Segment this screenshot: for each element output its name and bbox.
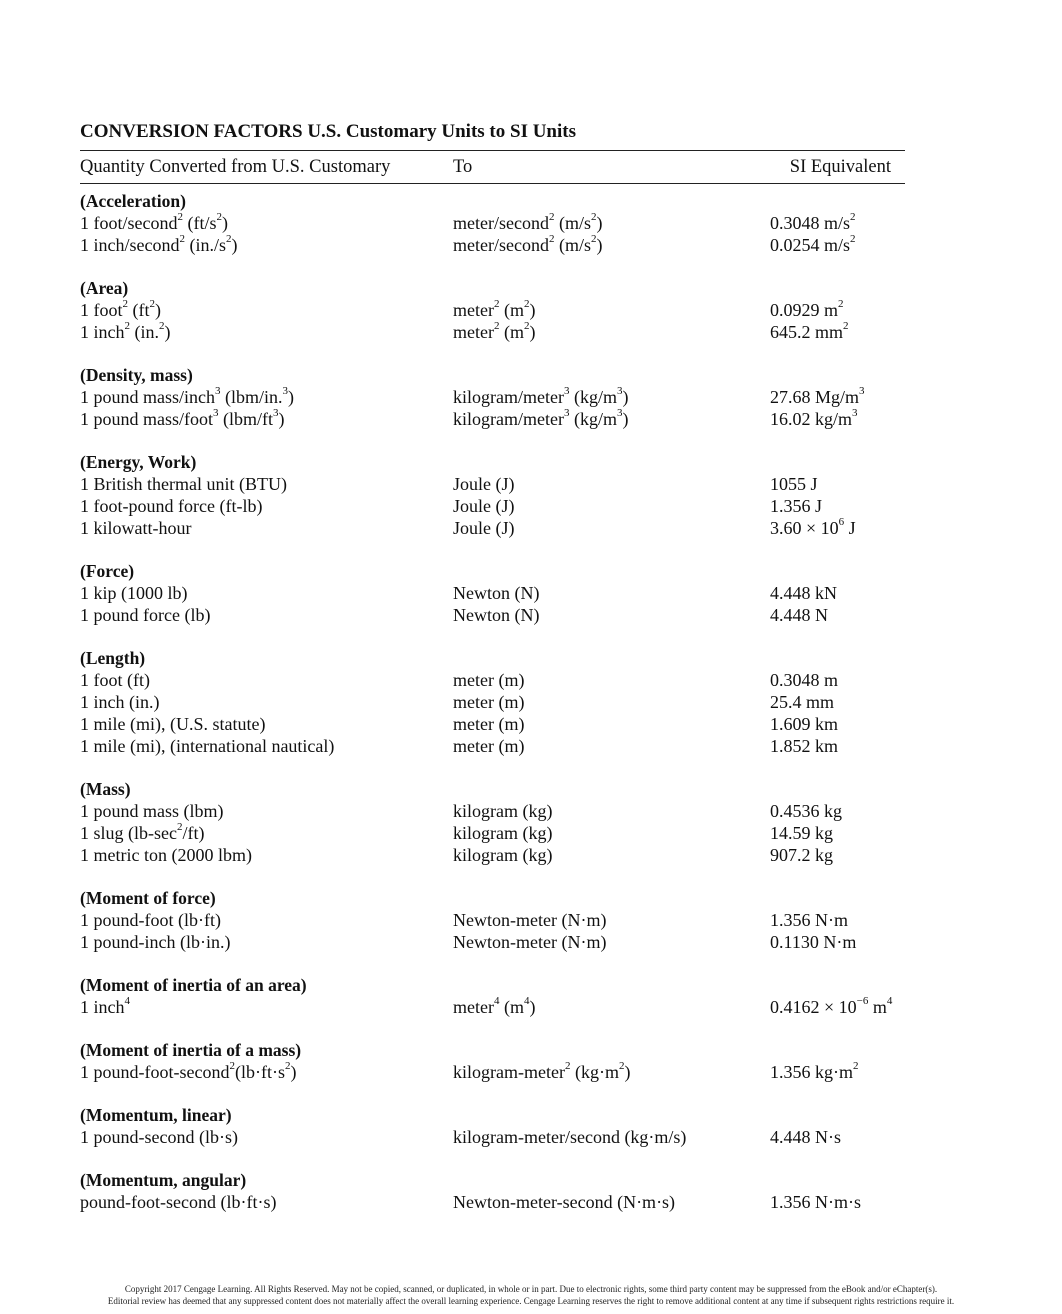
table-row bbox=[80, 408, 905, 430]
cell-from: 1 metric ton (2000 lbm) bbox=[80, 845, 252, 865]
section-title: (Mass) bbox=[80, 779, 131, 799]
table-row bbox=[80, 1061, 905, 1083]
cell-si-equivalent: 0.4536 kg bbox=[770, 801, 842, 821]
table-row bbox=[80, 669, 905, 691]
cell-to: Newton-meter (N·m) bbox=[453, 932, 607, 952]
cell-to: Newton-meter (N·m) bbox=[453, 910, 607, 930]
cell-si-equivalent: 1.356 $kg\cdot m^2$ bbox=[770, 1060, 859, 1082]
table-section bbox=[80, 451, 905, 539]
table-row bbox=[80, 604, 905, 626]
table-row bbox=[80, 1191, 905, 1213]
cell-to: meter$^2$ $(m^2)$ bbox=[453, 320, 536, 342]
table-row bbox=[80, 800, 905, 822]
page-title: CONVERSION FACTORS U.S. Customary Units to SI Units bbox=[80, 121, 577, 142]
cell-to: meter$^4$ $(m^4)$ bbox=[453, 995, 536, 1017]
cell-from: 1 British thermal unit (BTU) bbox=[80, 474, 287, 494]
cell-si-equivalent: 16.02 $kg/m^3$ bbox=[770, 407, 858, 429]
cell-si-equivalent: 1055 J bbox=[770, 474, 818, 494]
cell-from: 1 inch$^2$ (in.$^2$) bbox=[80, 320, 171, 342]
cell-si-equivalent: 0.3048 m bbox=[770, 670, 839, 690]
cell-si-equivalent: 0.0254 $m/s^2$ bbox=[770, 233, 856, 255]
table-row bbox=[80, 495, 905, 517]
cell-si-equivalent: $0.4162 \times 10^{-6}$ $m^4$ bbox=[770, 995, 893, 1017]
cell-to: meter (m) bbox=[453, 670, 525, 690]
cell-to: kilogram-meter$^2$ $(kg\cdot m^2)$ bbox=[453, 1060, 631, 1082]
table-row bbox=[80, 931, 905, 953]
table-row bbox=[80, 996, 905, 1018]
cell-from: 1 mile (mi), (U.S. statute) bbox=[80, 714, 266, 734]
table-section bbox=[80, 364, 905, 430]
cell-si-equivalent: 1.852 km bbox=[770, 736, 839, 756]
table-row bbox=[80, 517, 905, 539]
cell-from: 1 kilowatt-hour bbox=[80, 518, 192, 538]
cell-from: 1 inch (in.) bbox=[80, 692, 160, 712]
table-row bbox=[80, 212, 905, 234]
section-title: (Length) bbox=[80, 648, 146, 668]
table-row bbox=[80, 1126, 905, 1148]
cell-to: meter (m) bbox=[453, 736, 525, 756]
cell-si-equivalent: 4.448 N·s bbox=[770, 1127, 841, 1147]
cell-si-equivalent: 25.4 mm bbox=[770, 692, 835, 712]
cell-si-equivalent: 0.1130 N·m bbox=[770, 932, 857, 952]
cell-from: 1 pound-$foot-second^2(lb\cdot ft\cdot s^2)$ bbox=[80, 1060, 297, 1082]
cell-from: 1 pound mass/foot$^3$ $(lbm/ft^3)$ bbox=[80, 407, 285, 429]
cell-to: Joule (J) bbox=[453, 518, 515, 538]
cell-to: Newton (N) bbox=[453, 605, 540, 625]
cell-to: Joule (J) bbox=[453, 496, 515, 516]
footer-line-1: Copyright 2017 Cengage Learning. All Rights Reserved. May not be copied, scanned, or duplicated, in whole or in part. Due to electronic rights, some third party content may be suppressed from the eBook and/or eChapter(s). bbox=[124, 1284, 938, 1294]
cell-from: 1 pound-second (lb·s) bbox=[80, 1127, 238, 1147]
table-section bbox=[80, 277, 905, 343]
table-section bbox=[80, 778, 905, 866]
cell-to: Newton (N) bbox=[453, 583, 540, 603]
cell-si-equivalent: 907.2 kg bbox=[770, 845, 833, 865]
cell-to: meter (m) bbox=[453, 714, 525, 734]
cell-to: kilogram (kg) bbox=[453, 823, 553, 843]
table-row bbox=[80, 713, 905, 735]
cell-from: 1 foot (ft) bbox=[80, 670, 150, 690]
cell-from: pound-foot-second (lb·ft·s) bbox=[80, 1192, 277, 1212]
cell-from: 1 foot$^2$ $(ft^2)$ bbox=[80, 298, 161, 320]
table-row bbox=[80, 473, 905, 495]
cell-si-equivalent: $3.60 \times 10^6$ J bbox=[770, 516, 856, 538]
cell-from: 1 pound-foot (lb·ft) bbox=[80, 910, 221, 930]
cell-to: kilogram/meter$^3$ $(kg/m^3)$ bbox=[453, 407, 629, 429]
table-row bbox=[80, 844, 905, 866]
section-title: (Density, mass) bbox=[80, 365, 193, 385]
header-quantity: Quantity Converted from U.S. Customary bbox=[80, 156, 391, 177]
cell-si-equivalent: 27.68 $Mg/m^3$ bbox=[770, 385, 865, 407]
table-row bbox=[80, 386, 905, 408]
cell-from: 1 kip (1000 lb) bbox=[80, 583, 188, 603]
table-section bbox=[80, 1104, 905, 1148]
cell-from: 1 mile (mi), (international nautical) bbox=[80, 736, 335, 756]
cell-si-equivalent: 4.448 N bbox=[770, 605, 828, 625]
section-title: (Acceleration) bbox=[80, 191, 186, 211]
cell-to: Newton-meter-second (N·m·s) bbox=[453, 1192, 676, 1212]
table-row bbox=[80, 735, 905, 757]
cell-si-equivalent: 1.356 J bbox=[770, 496, 823, 516]
cell-to: kilogram-meter/second (kg·m/s) bbox=[453, 1127, 687, 1147]
cell-to: meter$^2$ $(m^2)$ bbox=[453, 298, 536, 320]
table-section bbox=[80, 190, 905, 256]
cell-si-equivalent: 0.0929 $m^2$ bbox=[770, 298, 844, 320]
cell-si-equivalent: 14.59 kg bbox=[770, 823, 833, 843]
section-title: (Force) bbox=[80, 561, 135, 581]
cell-from: 1 foot/second$^2$ $(ft/s^2)$ bbox=[80, 211, 228, 233]
copyright-footer bbox=[0, 1283, 1062, 1307]
section-title: (Moment of force) bbox=[80, 888, 216, 908]
table-row bbox=[80, 582, 905, 604]
cell-to: kilogram (kg) bbox=[453, 845, 553, 865]
footer-line-2: Editorial review has deemed that any suppressed content does not materially affect the overall learning experience. Cengage Learning reserves the right to remove additional content at any time if subsequent rights restrictions require it. bbox=[107, 1296, 955, 1306]
table-section bbox=[80, 1169, 905, 1213]
table-section bbox=[80, 887, 905, 953]
section-title: (Momentum, angular) bbox=[80, 1170, 247, 1190]
cell-from: 1 pound force (lb) bbox=[80, 605, 211, 625]
cell-si-equivalent: 0.3048 $m/s^2$ bbox=[770, 211, 856, 233]
cell-from: 1 inch/second$^2$ $(in./s^2)$ bbox=[80, 233, 238, 255]
section-title: (Energy, Work) bbox=[80, 452, 197, 472]
table-section bbox=[80, 1039, 905, 1083]
cell-si-equivalent: 1.356 N·m·s bbox=[770, 1192, 861, 1212]
section-title: (Moment of inertia of an area) bbox=[80, 975, 307, 995]
section-title: (Area) bbox=[80, 278, 129, 298]
header-si-equivalent: SI Equivalent bbox=[789, 156, 891, 177]
cell-to: kilogram/meter$^3$ $(kg/m^3)$ bbox=[453, 385, 629, 407]
section-title: (Moment of inertia of a mass) bbox=[80, 1040, 302, 1060]
cell-from: 1 pound-inch (lb·in.) bbox=[80, 932, 231, 952]
cell-from: 1 pound mass (lbm) bbox=[80, 801, 224, 821]
table-row bbox=[80, 691, 905, 713]
cell-from: 1 pound mass/inch$^3$ (lbm/in.$^3$) bbox=[80, 385, 294, 407]
cell-from: 1 foot-pound force (ft-lb) bbox=[80, 496, 263, 516]
header-to: To bbox=[453, 156, 473, 177]
cell-si-equivalent: 1.356 N·m bbox=[770, 910, 848, 930]
cell-from: 1 inch$^4$ bbox=[80, 995, 130, 1017]
cell-si-equivalent: 1.609 km bbox=[770, 714, 839, 734]
cell-to: meter (m) bbox=[453, 692, 525, 712]
cell-si-equivalent: 4.448 kN bbox=[770, 583, 837, 603]
table-body bbox=[80, 184, 905, 1213]
table-section bbox=[80, 974, 905, 1018]
table-row bbox=[80, 234, 905, 256]
table-row bbox=[80, 822, 905, 844]
conversion-table-page bbox=[80, 120, 905, 1234]
table-row bbox=[80, 321, 905, 343]
cell-to: meter/second$^2$ $(m/s^2)$ bbox=[453, 211, 603, 233]
table-row bbox=[80, 909, 905, 931]
cell-si-equivalent: 645.2 $mm^2$ bbox=[770, 320, 849, 342]
table-section bbox=[80, 560, 905, 626]
table-row bbox=[80, 299, 905, 321]
table-header bbox=[80, 151, 905, 183]
cell-to: Joule (J) bbox=[453, 474, 515, 494]
cell-from: 1 slug $(lb-\sec^2/ft)$ bbox=[80, 821, 205, 843]
section-title: (Momentum, linear) bbox=[80, 1105, 232, 1125]
cell-to: meter/second$^2$ $(m/s^2)$ bbox=[453, 233, 603, 255]
table-section bbox=[80, 647, 905, 757]
cell-to: kilogram (kg) bbox=[453, 801, 553, 821]
